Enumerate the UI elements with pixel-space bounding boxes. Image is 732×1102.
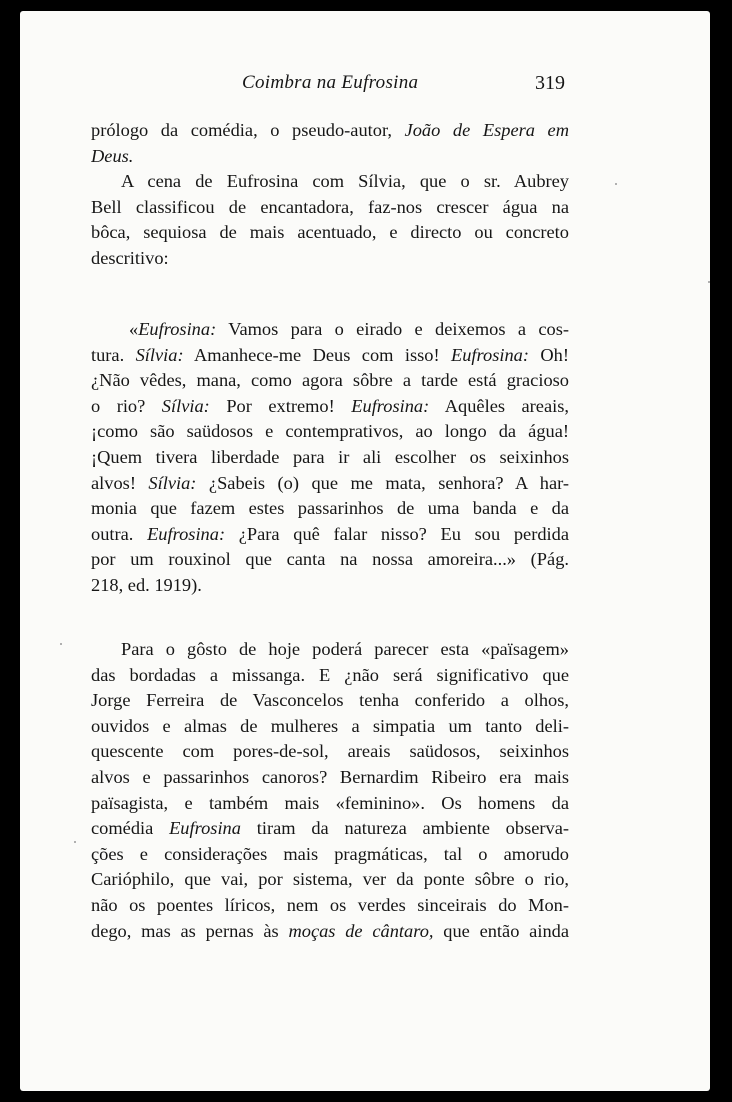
- text-line: [91, 919, 569, 945]
- running-title: Coimbra na Eufrosina: [242, 72, 419, 93]
- quote-line: [91, 317, 569, 343]
- italic-text: Eufrosina: [169, 818, 241, 839]
- text-line: [91, 195, 569, 221]
- text-segment: quescente com pores-de-sol, areais saüdosos, seixinhos: [91, 741, 569, 762]
- text-segment: ¿Para quê falar nisso? Eu sou perdida: [225, 523, 569, 544]
- italic-text: Eufrosina:: [351, 395, 430, 416]
- text-line: [91, 791, 569, 817]
- text-segment: alvos e passarinhos canoros? Bernardim Ribeiro era mais: [91, 766, 569, 787]
- text-line: [91, 816, 569, 842]
- text-segment: descritivo:: [91, 247, 169, 268]
- text-segment: por um rouxinol que canta na nossa amoreira...» (Pág.: [91, 549, 569, 570]
- block-quote: [91, 317, 569, 599]
- text-segment: 218, ed. 1919).: [91, 574, 202, 595]
- italic-text: Deus.: [91, 145, 134, 166]
- text-line: [91, 867, 569, 893]
- quote-line: [91, 573, 569, 599]
- quote-line: [91, 419, 569, 445]
- page-header: [20, 72, 710, 98]
- italic-text: Sílvia:: [135, 344, 184, 365]
- text-segment: ções e considerações mais pragmáticas, tal o amorudo: [91, 843, 569, 864]
- quote-line: [91, 343, 569, 369]
- text-segment: Vamos para o eirado e deixemos a cos-: [216, 319, 569, 339]
- italic-text: Eufrosina:: [147, 523, 226, 544]
- text-segment: ¿Sabeis (o) que me mata, senhora? A har-: [196, 472, 569, 493]
- text-line: [91, 893, 569, 919]
- text-segment: «: [129, 319, 139, 339]
- quote-line: [91, 496, 569, 522]
- text-segment: prólogo da comédia, o pseudo-autor,: [91, 120, 405, 140]
- text-segment: tura.: [91, 344, 136, 365]
- italic-text: Sílvia:: [148, 472, 197, 493]
- book-page: [20, 11, 710, 1091]
- text-segment: tiram da natureza ambiente observa-: [240, 818, 569, 839]
- text-segment: alvos!: [91, 472, 149, 493]
- text-line: [91, 842, 569, 868]
- text-segment: outra.: [91, 523, 148, 544]
- text-segment: bôca, sequiosa de mais acentuado, e directo ou concreto: [91, 222, 569, 243]
- text-line: [91, 739, 569, 765]
- page-number: 319: [535, 72, 565, 94]
- text-line: [91, 663, 569, 689]
- text-segment: Carióphilo, que vai, por sistema, ver da ponte sôbre o rio,: [91, 869, 569, 890]
- paragraph-commentary: [91, 637, 569, 944]
- quote-line: [91, 445, 569, 471]
- text-segment: não os poentes líricos, nem os verdes sinceirais do Mon-: [91, 894, 569, 915]
- italic-text: João de Espera em: [404, 120, 569, 140]
- text-line: [91, 246, 569, 272]
- quote-line: [91, 394, 569, 420]
- paper-speck: [615, 183, 617, 185]
- text-segment: Jorge Ferreira de Vasconcelos tenha conferido a olhos,: [91, 690, 569, 711]
- paper-speck: [708, 281, 710, 283]
- text-segment: das bordadas a missanga. E ¿não será significativo que: [91, 664, 569, 685]
- text-segment: monia que fazem estes passarinhos de uma banda e da: [91, 498, 569, 519]
- text-segment: ¿Não vêdes, mana, como agora sôbre a tarde está gracioso: [91, 370, 569, 391]
- paragraph-prologue-end: [91, 118, 569, 169]
- text-line: [91, 637, 569, 663]
- italic-text: Eufrosina:: [451, 344, 529, 365]
- text-segment: ¡como são saüdosos e contemprativos, ao longo da água!: [91, 421, 569, 442]
- quote-line: [91, 471, 569, 497]
- italic-text: moças de cântaro,: [288, 920, 434, 941]
- text-line: [91, 144, 569, 170]
- italic-text: Sílvia:: [161, 395, 210, 416]
- quote-line: [91, 368, 569, 394]
- text-line: [91, 169, 569, 195]
- text-segment: Aquêles areais,: [429, 395, 569, 416]
- quote-line: [91, 547, 569, 573]
- paragraph-scene-intro: [91, 169, 569, 271]
- text-segment: Oh!: [529, 344, 569, 365]
- text-segment: Para o gôsto de hoje poderá parecer esta «païsagem»: [121, 639, 569, 659]
- text-segment: Por extremo!: [209, 395, 352, 416]
- text-line: [91, 688, 569, 714]
- text-segment: Amanhece-me Deus com isso!: [183, 344, 451, 365]
- italic-text: Eufrosina:: [138, 319, 217, 339]
- text-line: [91, 220, 569, 246]
- paper-speck: [60, 643, 62, 645]
- paper-speck: [74, 841, 76, 843]
- text-segment: païsagista, e também mais «feminino». Os homens da: [91, 792, 569, 813]
- text-line: [91, 765, 569, 791]
- text-segment: A cena de Eufrosina com Sílvia, que o sr. Aubrey: [121, 171, 569, 191]
- text-segment: ¡Quem tivera liberdade para ir ali escolher os seixinhos: [91, 446, 569, 467]
- text-segment: o rio?: [91, 395, 162, 416]
- text-segment: dego, mas as pernas às: [91, 920, 289, 941]
- text-segment: ouvidos e almas de mulheres a simpatia um tanto deli-: [91, 715, 569, 736]
- text-line: [91, 714, 569, 740]
- text-segment: Bell classificou de encantadora, faz-nos crescer água na: [91, 196, 569, 217]
- text-segment: comédia: [91, 818, 170, 839]
- text-segment: que então ainda: [433, 920, 569, 941]
- quote-line: [91, 522, 569, 548]
- text-line: [91, 118, 569, 144]
